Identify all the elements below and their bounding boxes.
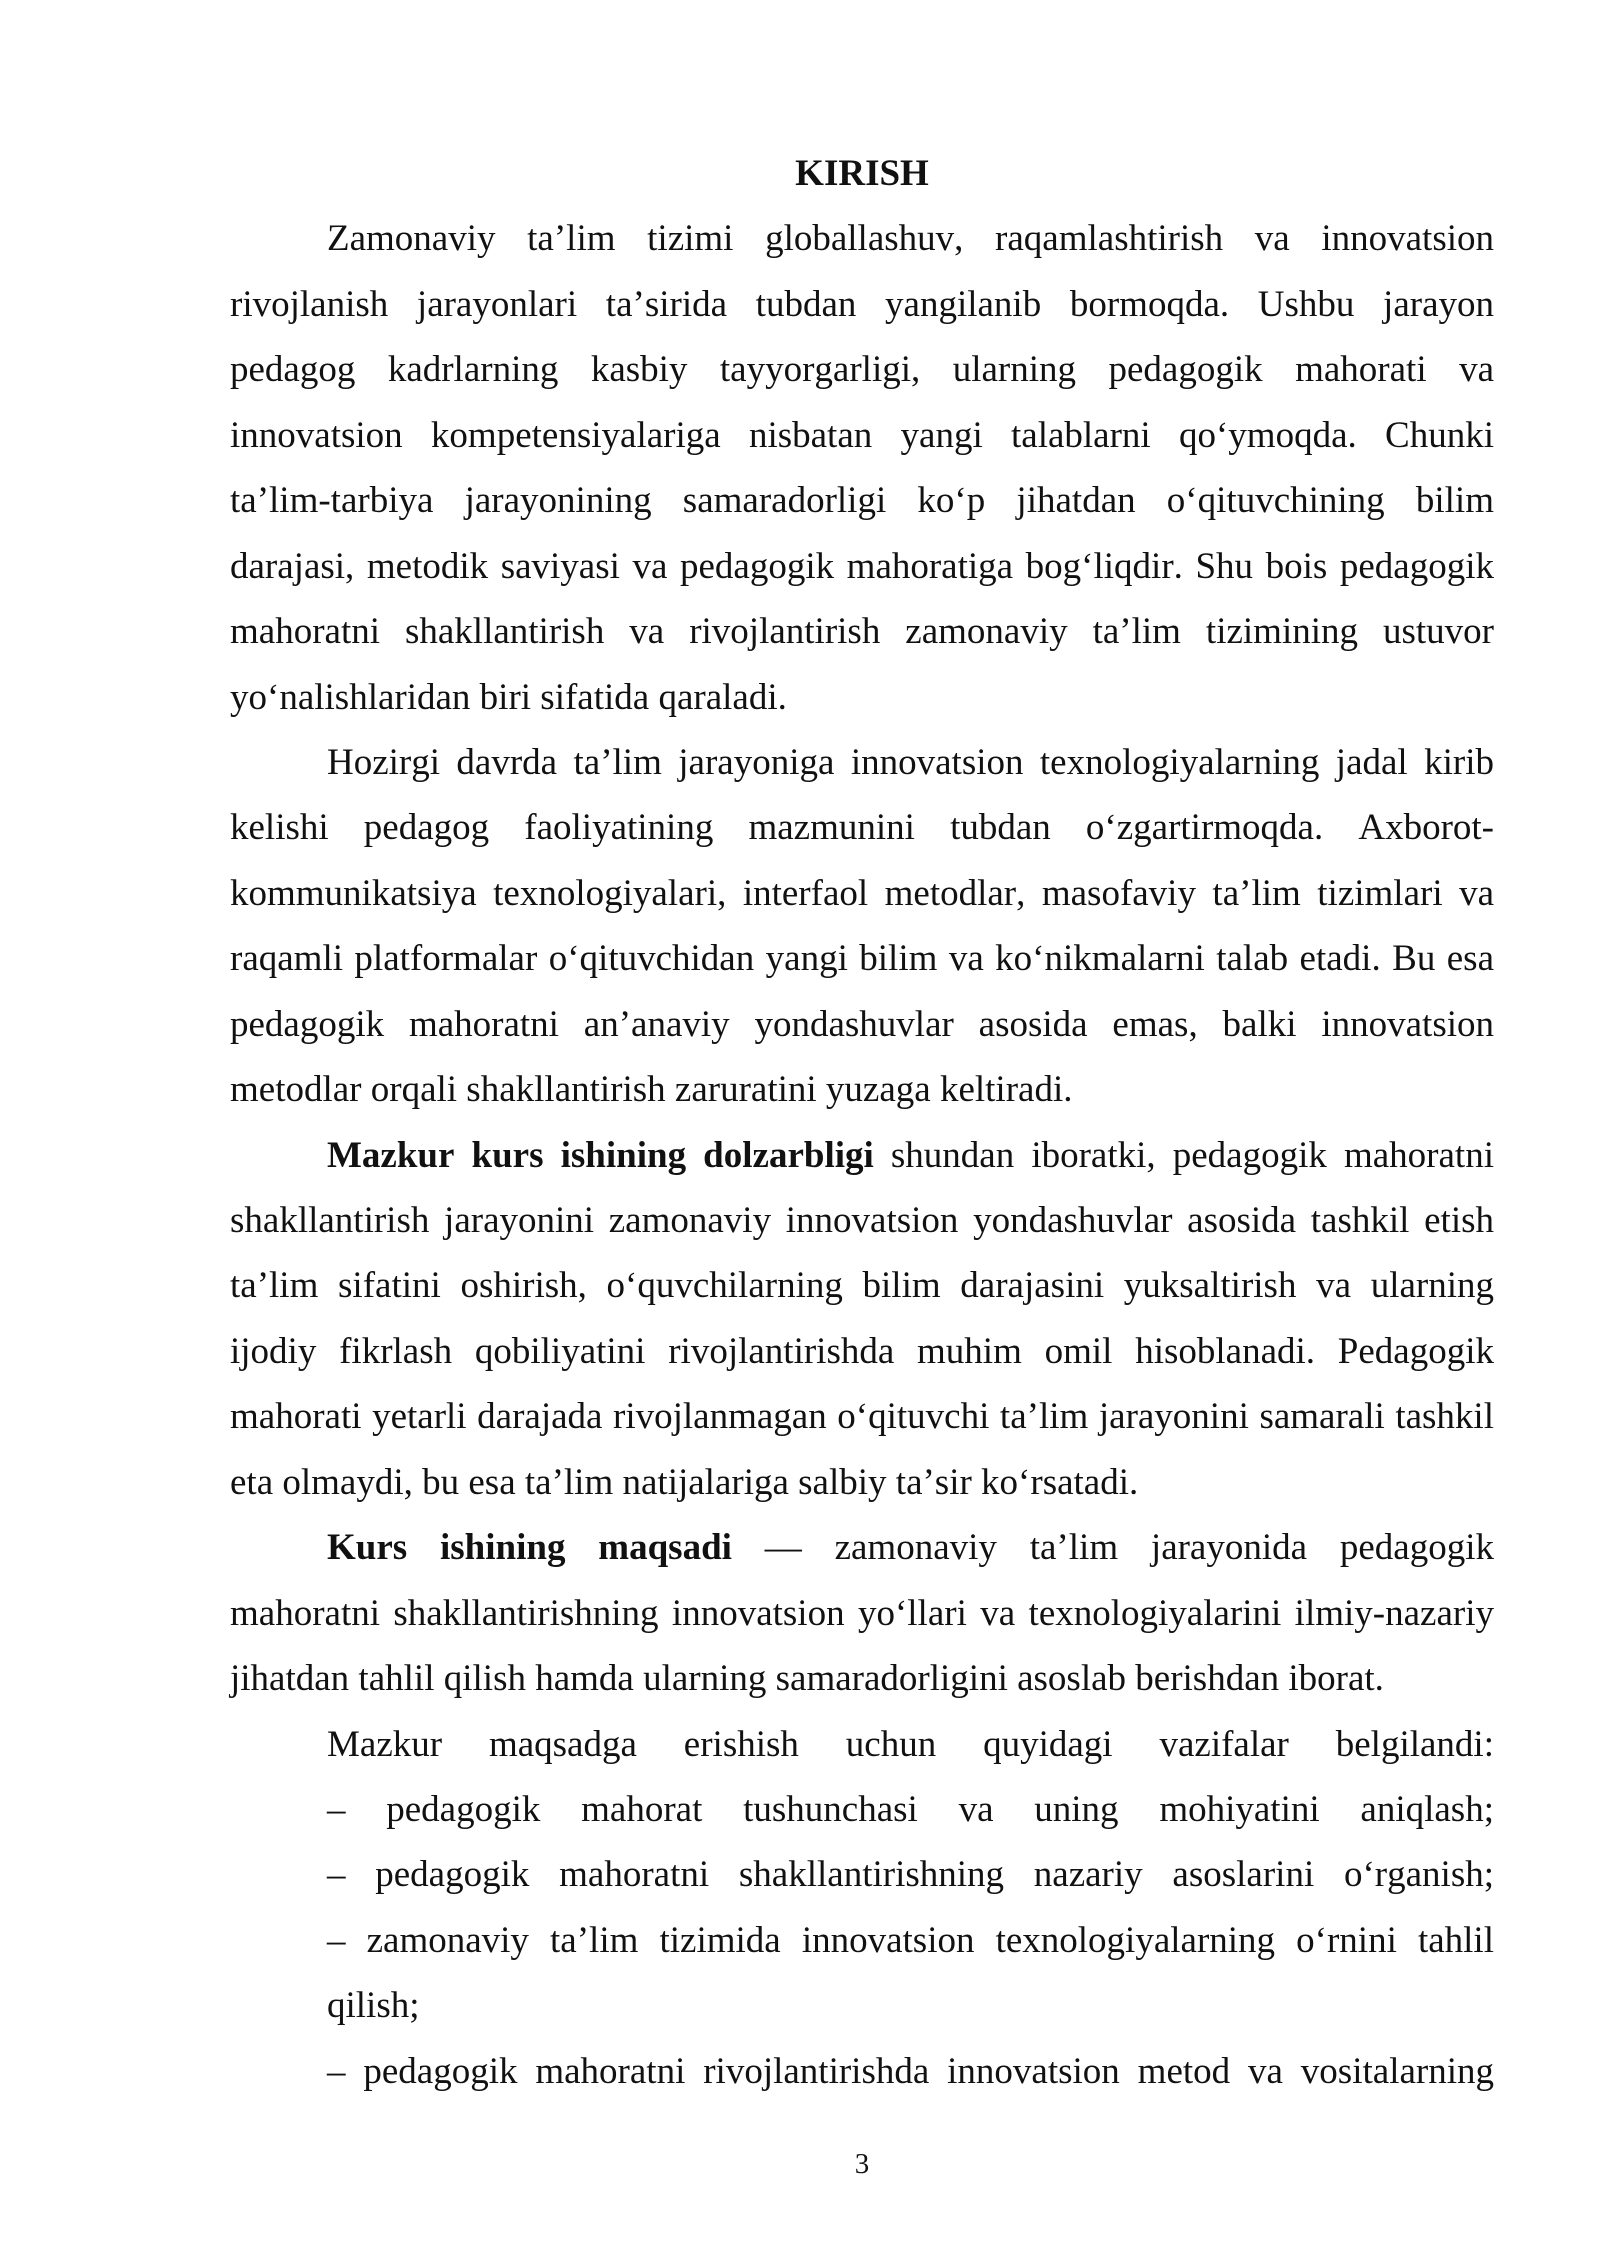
text-line: raqamli platformalar o‘qituvchidan yangi bilim va ko‘nikmalarni talab etadi. Bu esa [230,938,1494,980]
text-line: ijodiy fikrlash qobiliyatini rivojlantirishda muhim omil hisoblanadi. Pedagogik [230,1330,1494,1372]
text-run: — zamonaviy ta’lim jarayonida pedagogik [731,1527,1494,1569]
task-item: – pedagogik mahoratni shakllantirishning nazariy asoslarini o‘rganish; [327,1854,1494,1896]
text-line: darajasi, metodik saviyasi va pedagogik mahoratiga bog‘liqdir. Shu bois pedagogik [230,545,1494,587]
text-line: ta’lim-tarbiya jarayonining samaradorligi ko‘p jihatdan o‘qituvchining bilim [230,480,1494,522]
task-item: – pedagogik mahorat tushunchasi va uning mohiyatini aniqlash; [327,1788,1494,1830]
text-line: innovatsion kompetensiyalariga nisbatan yangi talablarni qo‘ymoqda. Chunki [230,414,1494,456]
text-line: ta’lim sifatini oshirish, o‘quvchilarning bilim darajasini yuksaltirish va ularning [230,1265,1494,1307]
text-line: pedagogik mahoratni an’anaviy yondashuvlar asosida emas, balki innovatsion [230,1003,1494,1045]
text-line [230,1123,1494,1188]
paragraph-relevance [230,1123,1494,1516]
paragraph-innovation [230,730,1494,1123]
text-line: qilish; [327,1985,420,2027]
bold-lead: Kurs ishining maqsadi [327,1527,732,1569]
tasks-list [230,1712,1494,2105]
text-line: metodlar orqali shakllantirish zaruratini yuzaga keltiradi. [230,1069,1073,1111]
text-line: rivojlanish jarayonlari ta’sirida tubdan yangilanib bormoqda. Ushbu jarayon [230,283,1494,325]
text-run: shundan iboratki, pedagogik mahoratni [873,1134,1494,1176]
text-line: pedagog kadrlarning kasbiy tayyorgarligi, ularning pedagogik mahorati va [230,349,1494,391]
text-line: yo‘nalishlaridan biri sifatida qaraladi. [230,676,787,718]
task-item [230,1908,1494,2039]
text-line: mahoratni shakllantirishning innovatsion yo‘llari va texnologiyalarini ilmiy-nazariy [230,1592,1494,1634]
text-line: shakllantirish jarayonini zamonaviy innovatsion yondashuvlar asosida tashkil etish [230,1200,1494,1241]
text-line: mahorati yetarli darajada rivojlanmagan o‘qituvchi ta’lim jarayonini samarali tashkil [230,1396,1494,1438]
page-number: 3 [854,2148,870,2180]
text-line: – zamonaviy ta’lim tizimida innovatsion texnologiyalarning o‘rnini tahlil [327,1919,1494,1961]
section-title: KIRISH [795,153,929,194]
text-line: kelishi pedagog faoliyatining mazmunini tubdan o‘zgartirmoqda. Axborot- [230,807,1494,849]
tasks-intro: Mazkur maqsadga erishish uchun quyidagi vazifalar belgilandi: [327,1723,1494,1765]
document-body [230,141,1494,2104]
bold-lead: Mazkur kurs ishining dolzarbligi [327,1134,874,1176]
text-line: Zamonaviy ta’lim tizimi globallashuv, raqamlashtirish va innovatsion [327,218,1494,260]
paragraph-intro [230,206,1494,730]
paragraph-goal [230,1515,1494,1711]
task-item: – pedagogik mahoratni rivojlantirishda innovatsion metod va vositalarning [327,2050,1494,2092]
text-line: eta olmaydi, bu esa ta’lim natijalariga salbiy ta’sir ko‘rsatadi. [230,1461,1139,1503]
text-line [230,1515,1494,1580]
text-line: mahoratni shakllantirish va rivojlantirish zamonaviy ta’lim tizimining ustuvor [230,611,1494,653]
text-line: kommunikatsiya texnologiyalari, interfaol metodlar, masofaviy ta’lim tizimlari va [230,872,1494,914]
text-line: Hozirgi davrda ta’lim jarayoniga innovatsion texnologiyalarning jadal kirib [327,741,1494,783]
text-line: jihatdan tahlil qilish hamda ularning samaradorligini asoslab berishdan iborat. [230,1658,1384,1700]
